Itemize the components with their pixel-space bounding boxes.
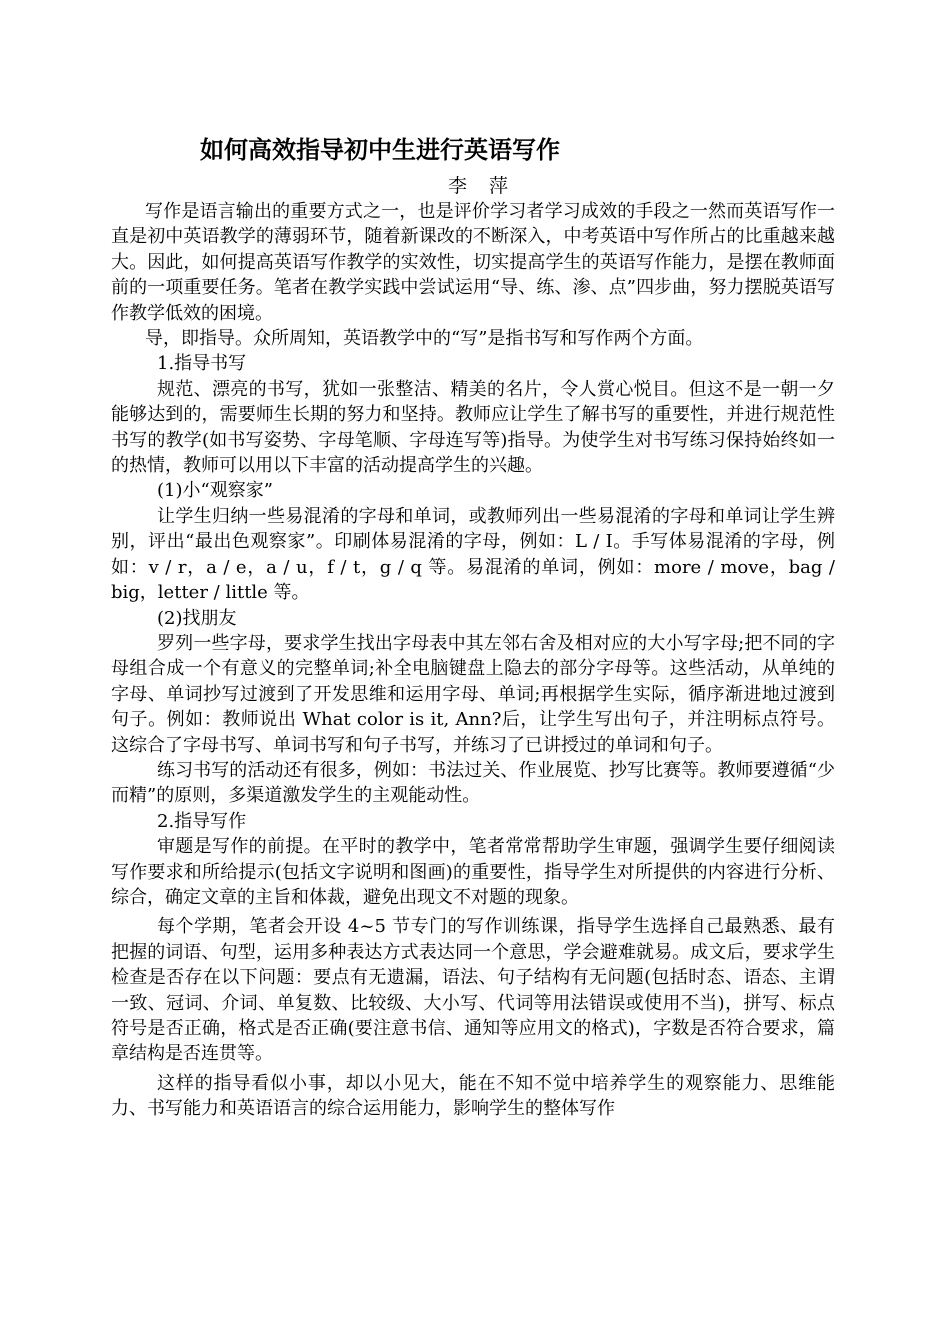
article-author: 李 萍 [448,175,517,197]
subheading-find-friends: (2)找朋友 [157,607,237,629]
intro-paragraph: 写作是语言输出的重要方式之一，也是评价学习者学习成效的手段之一然而英语写作一直是初中英语教学的薄弱环节，随着新课改的不断深入，中考英语中写作所占的比重越来越大。因此，如何提高英语写作教学的实效性，切实提高学生的英语写作能力，是摆在教师面前的一项重要任务。笔者在教学实践中尝试运用“导、练、渗、点”四步曲，努力摆脱英语写作教学低效的困境。 [111,201,835,324]
subheading-observer: (1)小“观察家” [157,480,273,502]
topic-review-paragraph: 审题是写作的前提。在平时的教学中，笔者常常帮助学生审题，强调学生要仔细阅读写作要求和所给提示(包括文字说明和图画)的重要性，指导学生对所提供的内容进行分析、综合，确定文章的主旨和体裁，避免出现文不对题的现象。 [111,836,835,908]
section-heading-handwriting: 1.指导书写 [157,353,247,375]
article-body [111,199,835,1122]
handwriting-paragraph: 规范、漂亮的书写，犹如一张整洁、精美的名片，令人赏心悦目。但这不是一朝一夕能够达到的，需要师生长期的努力和坚持。教师应让学生了解书写的重要性，并进行规范性书写的教学(如书写姿势、字母笔顺、字母连写等)指导。为使学生对书写练习保持始终如一的热情，教师可以用以下丰富的活动提高学生的兴趣。 [111,378,835,477]
article-title: 如何高效指导初中生进行英语写作 [200,136,560,164]
writing-class-paragraph: 每个学期，笔者会开设 4~5 节专门的写作训练课，指导学生选择自己最熟悉、最有把握的词语、句型，运用多种表达方式表达同一个意思，学会避难就易。成文后，要求学生检查是否存在以下问题：要点有无遗漏，语法、句子结构有无问题(包括时态、语态、主谓一致、冠词、介词、单复数、比较级、大小写、代词等用法错误或使用不当)，拼写、标点符号是否正确，格式是否正确(要注意书信、通知等应用文的格式)，字数是否符合要求，篇章结构是否连贯等。 [111,916,835,1065]
observer-paragraph: 让学生归纳一些易混淆的字母和单词，或教师列出一些易混淆的字母和单词让学生辨别，评出“最出色观察家”。印刷体易混淆的字母，例如：L / I。手写体易混淆的字母，例如：v / r，a / e，a / u，f / t，g / q 等。易混淆的单词，例如：more / move，bag / big，letter / little 等。 [111,505,835,604]
find-friends-paragraph: 罗列一些字母，要求学生找出字母表中其左邻右舍及相对应的大小写字母;把不同的字母组合成一个有意义的完整单词;补全电脑键盘上隐去的部分字母等。这些活动，从单纯的字母、单词抄写过渡到了开发思维和运用字母、单词;再根据学生实际，循序渐进地过渡到句子。例如：教师说出 What color is it, Ann?后，让学生写出句子，并注明标点符号。这综合了字母书写、单词书写和句子书写，并练习了已讲授过的单词和句子。 [111,632,835,756]
practice-paragraph: 练习书写的活动还有很多，例如：书法过关、作业展览、抄写比赛等。教师要遵循“少而精”的原则，多渠道激发学生的主观能动性。 [111,759,835,807]
conclusion-paragraph: 这样的指导看似小事，却以小见大，能在不知不觉中培养学生的观察能力、思维能力、书写能力和英语语言的综合运用能力，影响学生的整体写作 [111,1072,835,1120]
section-heading-writing: 2.指导写作 [157,810,247,832]
guide-paragraph: 导，即指导。众所周知，英语教学中的“写”是指书写和写作两个方面。 [145,328,704,350]
